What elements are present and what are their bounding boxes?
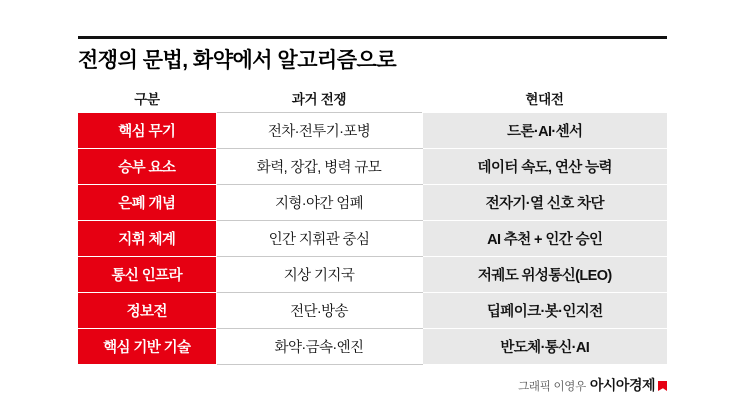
- cell-category: 통신 인프라: [78, 257, 216, 293]
- cell-past: 인간 지휘관 중심: [216, 221, 422, 257]
- column-header-category: 구분: [78, 84, 216, 113]
- cell-category: 지휘 체계: [78, 221, 216, 257]
- comparison-table: [78, 84, 667, 365]
- table-body: [78, 113, 667, 365]
- table-row: [78, 257, 667, 293]
- cell-modern: 반도체·통신·AI: [422, 329, 667, 365]
- cell-category: 승부 요소: [78, 149, 216, 185]
- cell-category: 핵심 기반 기술: [78, 329, 216, 365]
- credit-line: [518, 375, 667, 395]
- cell-modern: 딥페이크·봇·인지전: [422, 293, 667, 329]
- publisher-name: 아시아경제: [589, 377, 655, 393]
- cell-past: 화력, 장갑, 병력 규모: [216, 149, 422, 185]
- table-row: [78, 329, 667, 365]
- cell-category: 핵심 무기: [78, 113, 216, 149]
- cell-modern: 전자기·열 신호 차단: [422, 185, 667, 221]
- cell-past: 지형·야간 엄폐: [216, 185, 422, 221]
- credit-author: 그래픽 이영우: [518, 381, 586, 393]
- cell-modern: AI 추천 + 인간 승인: [422, 221, 667, 257]
- cell-modern: 데이터 속도, 연산 능력: [422, 149, 667, 185]
- cell-past: 지상 기지국: [216, 257, 422, 293]
- publisher-logo-icon: [658, 381, 667, 391]
- column-header-modern: 현대전: [422, 84, 667, 113]
- cell-past: 전차·전투기·포병: [216, 113, 422, 149]
- cell-modern: 저궤도 위성통신(LEO): [422, 257, 667, 293]
- table-row: [78, 185, 667, 221]
- title-divider: [78, 36, 667, 39]
- table-row: [78, 149, 667, 185]
- page-title: 전쟁의 문법, 화약에서 알고리즘으로: [78, 49, 397, 72]
- cell-past: 화약·금속·엔진: [216, 329, 422, 365]
- cell-category: 정보전: [78, 293, 216, 329]
- cell-category: 은폐 개념: [78, 185, 216, 221]
- cell-modern: 드론·AI·센서: [422, 113, 667, 149]
- table-row: [78, 293, 667, 329]
- cell-past: 전단·방송: [216, 293, 422, 329]
- table-header-row: [78, 84, 667, 113]
- table-row: [78, 113, 667, 149]
- table-row: [78, 221, 667, 257]
- table-header: [78, 84, 667, 113]
- column-header-past: 과거 전쟁: [216, 84, 422, 113]
